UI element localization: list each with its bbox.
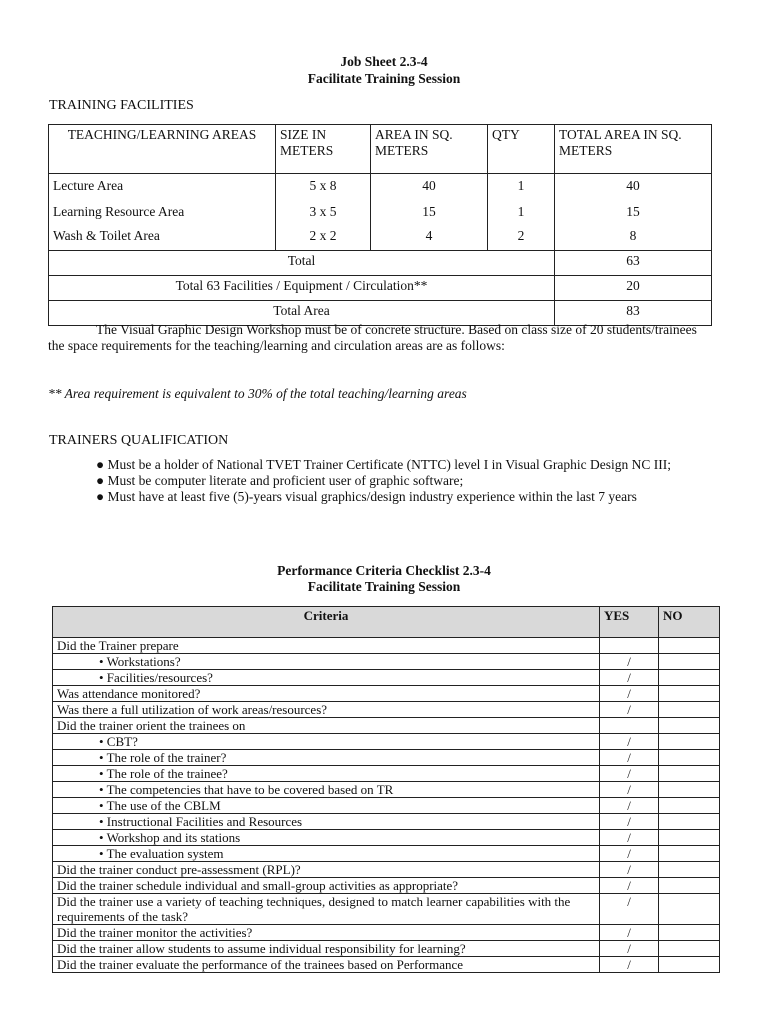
table-row — [53, 814, 720, 830]
criteria-text: • Facilities/resources? — [53, 670, 600, 686]
criteria-text: • CBT? — [53, 734, 600, 750]
table-row — [53, 925, 720, 941]
criteria-text: • Instructional Facilities and Resources — [53, 814, 600, 830]
no-mark — [659, 718, 720, 734]
area-size: 3 x 5 — [276, 202, 371, 226]
criteria-text: • The role of the trainee? — [53, 766, 600, 782]
header-area: AREA IN SQ. METERS — [371, 125, 488, 174]
table-row — [53, 798, 720, 814]
header-total-area: TOTAL AREA IN SQ. METERS — [555, 125, 712, 174]
job-sheet-heading — [0, 54, 768, 88]
qualification-text: Must be a holder of National TVET Trainer Certificate (NTTC) level I in Visual Graphic Design NC III; — [107, 457, 671, 472]
table-row — [53, 830, 720, 846]
criteria-text: Did the Trainer prepare — [53, 638, 600, 654]
total-label: Total — [49, 251, 555, 276]
header-no: NO — [659, 607, 720, 638]
list-item — [96, 457, 716, 473]
table-row — [49, 202, 712, 226]
checklist-header-row — [53, 607, 720, 638]
criteria-text: • Workshop and its stations — [53, 830, 600, 846]
checklist-body — [53, 638, 720, 973]
bullet-icon: ● — [96, 473, 108, 489]
area-total: 8 — [555, 226, 712, 251]
yes-mark: / — [600, 766, 659, 782]
area-sqm: 15 — [371, 202, 488, 226]
table-row — [53, 862, 720, 878]
table-row — [53, 654, 720, 670]
checklist-table — [52, 606, 720, 973]
circulation-row — [49, 276, 712, 301]
table-row — [53, 941, 720, 957]
no-mark — [659, 638, 720, 654]
table-row — [53, 670, 720, 686]
no-mark — [659, 782, 720, 798]
header-qty: QTY — [488, 125, 555, 174]
no-mark — [659, 750, 720, 766]
job-sheet-title: Job Sheet 2.3-4 — [340, 54, 428, 69]
header-criteria: Criteria — [53, 607, 600, 638]
yes-mark: / — [600, 814, 659, 830]
no-mark — [659, 814, 720, 830]
table-row — [53, 894, 720, 925]
criteria-text: • The competencies that have to be covered based on TR — [53, 782, 600, 798]
yes-mark: / — [600, 702, 659, 718]
yes-mark: / — [600, 878, 659, 894]
no-mark — [659, 654, 720, 670]
qualification-text: Must be computer literate and proficient user of graphic software; — [107, 473, 464, 489]
area-qty: 1 — [488, 174, 555, 203]
total-row — [49, 251, 712, 276]
yes-mark: / — [600, 846, 659, 862]
table-row — [53, 846, 720, 862]
checklist-title: Performance Criteria Checklist 2.3-4 — [277, 563, 491, 578]
training-facilities-label: TRAINING FACILITIES — [49, 98, 194, 113]
area-name: Lecture Area — [49, 174, 276, 203]
qualification-list — [96, 457, 716, 506]
area-size: 2 x 2 — [276, 226, 371, 251]
area-size: 5 x 8 — [276, 174, 371, 203]
trainers-qualification-label: TRAINERS QUALIFICATION — [49, 433, 229, 448]
no-mark — [659, 925, 720, 941]
criteria-text: • The role of the trainer? — [53, 750, 600, 766]
facilities-header-row — [49, 125, 712, 174]
yes-mark: / — [600, 686, 659, 702]
table-row — [53, 766, 720, 782]
job-sheet-subtitle: Facilitate Training Session — [307, 71, 461, 86]
criteria-text: • Workstations? — [53, 654, 600, 670]
area-qty: 1 — [488, 202, 555, 226]
yes-mark: / — [600, 798, 659, 814]
no-mark — [659, 957, 720, 973]
criteria-text: Did the trainer monitor the activities? — [53, 925, 600, 941]
header-areas: TEACHING/LEARNING AREAS — [49, 125, 276, 174]
yes-mark — [600, 638, 659, 654]
table-row — [53, 734, 720, 750]
area-note: ** Area requirement is equivalent to 30% of the total teaching/learning areas — [48, 386, 467, 401]
area-name: Learning Resource Area — [49, 202, 276, 226]
table-row — [53, 702, 720, 718]
criteria-text: Did the trainer schedule individual and small-group activities as appropriate? — [53, 878, 600, 894]
bullet-icon: ● — [96, 489, 108, 505]
yes-mark: / — [600, 830, 659, 846]
criteria-text: Did the trainer allow students to assume individual responsibility for learning? — [53, 941, 600, 957]
yes-mark: / — [600, 670, 659, 686]
yes-mark: / — [600, 925, 659, 941]
header-size: SIZE IN METERS — [276, 125, 371, 174]
no-mark — [659, 878, 720, 894]
criteria-text: Did the trainer orient the trainees on — [53, 718, 600, 734]
no-mark — [659, 830, 720, 846]
qualification-text: Must have at least five (5)-years visual graphics/design industry experience within the last 7 years — [107, 489, 637, 505]
facilities-table — [48, 124, 712, 326]
criteria-text: • The use of the CBLM — [53, 798, 600, 814]
total-area-label: Total Area — [49, 301, 555, 326]
total-value: 63 — [555, 251, 712, 276]
list-item — [96, 473, 716, 489]
table-row — [49, 226, 712, 251]
yes-mark: / — [600, 862, 659, 878]
table-row — [53, 878, 720, 894]
circulation-label: Total 63 Facilities / Equipment / Circulation** — [49, 276, 555, 301]
bullet-icon: ● — [96, 457, 108, 472]
yes-mark: / — [600, 894, 659, 925]
table-row — [53, 957, 720, 973]
table-row — [53, 718, 720, 734]
criteria-text: • The evaluation system — [53, 846, 600, 862]
checklist-heading — [0, 563, 768, 595]
yes-mark: / — [600, 734, 659, 750]
yes-mark: / — [600, 941, 659, 957]
intro-paragraph: The Visual Graphic Design Workshop must be of concrete structure. Based on class size of 20 students/trainees the space requirements for the teaching/learning and circulation areas are as follows: — [48, 322, 697, 354]
no-mark — [659, 941, 720, 957]
total-area-value: 83 — [555, 301, 712, 326]
yes-mark: / — [600, 654, 659, 670]
no-mark — [659, 686, 720, 702]
checklist-subtitle: Facilitate Training Session — [307, 579, 461, 594]
table-row — [49, 174, 712, 203]
area-name: Wash & Toilet Area — [49, 226, 276, 251]
criteria-text: Did the trainer evaluate the performance of the trainees based on Performance — [53, 957, 600, 973]
area-sqm: 4 — [371, 226, 488, 251]
no-mark — [659, 702, 720, 718]
area-sqm: 40 — [371, 174, 488, 203]
criteria-text: Did the trainer conduct pre-assessment (RPL)? — [53, 862, 600, 878]
criteria-text: Did the trainer use a variety of teaching techniques, designed to match learner capabilities with the requirements of the task? — [53, 894, 600, 925]
yes-mark: / — [600, 782, 659, 798]
criteria-text: Was attendance monitored? — [53, 686, 600, 702]
no-mark — [659, 798, 720, 814]
no-mark — [659, 670, 720, 686]
no-mark — [659, 846, 720, 862]
no-mark — [659, 734, 720, 750]
yes-mark: / — [600, 750, 659, 766]
table-row — [53, 686, 720, 702]
area-total: 15 — [555, 202, 712, 226]
circulation-value: 20 — [555, 276, 712, 301]
header-yes: YES — [600, 607, 659, 638]
no-mark — [659, 894, 720, 925]
table-row — [53, 638, 720, 654]
no-mark — [659, 766, 720, 782]
criteria-text: Was there a full utilization of work areas/resources? — [53, 702, 600, 718]
table-row — [53, 750, 720, 766]
yes-mark — [600, 718, 659, 734]
yes-mark: / — [600, 957, 659, 973]
list-item — [96, 489, 716, 505]
table-row — [53, 782, 720, 798]
area-total: 40 — [555, 174, 712, 203]
no-mark — [659, 862, 720, 878]
area-qty: 2 — [488, 226, 555, 251]
